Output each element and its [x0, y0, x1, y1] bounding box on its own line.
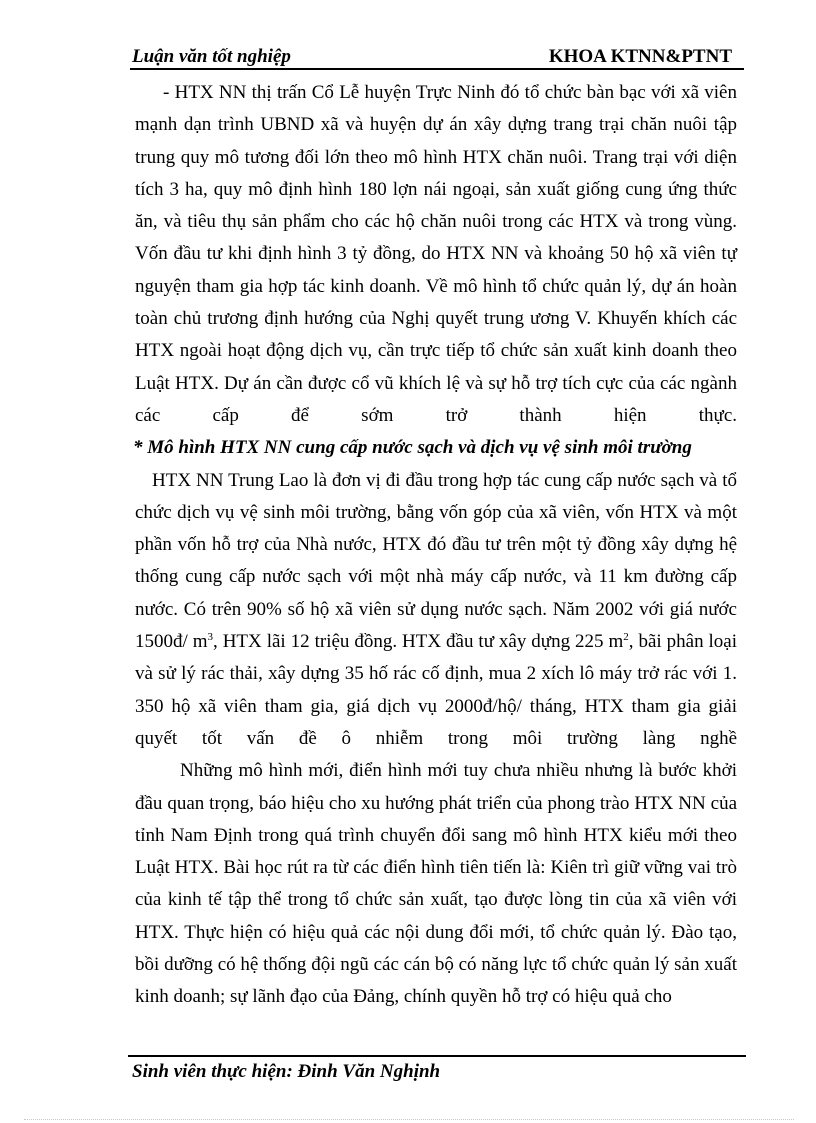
superscript-square: 2 [623, 630, 629, 643]
page-bottom-edge [24, 1119, 794, 1120]
paragraph-new-models: Những mô hình mới, điển hình mới tuy chưa nhiều nhưng là bước khởi đầu quan trọng, báo hiệu cho xu hướng phát triển của phong trào HTX NN của tỉnh Nam Định trong quá trình chuyển đổi sang mô hình HTX kiểu mới theo Luật HTX. Bài học rút ra từ các điển hình tiên tiến là: Kiên trì giữ vững vai trò của kinh tế tập thể trong tổ chức sản xuất, tạo được lòng tin của xã viên với HTX. Thực hiện có hiệu quả các nội dung đổi mới, tổ chức quản lý. Đào tạo, bồi dưỡng có hệ thống đội ngũ các cán bộ có năng lực tổ chức quản lý sản xuất kinh doanh; sự lãnh đạo của Đảng, chính quyền hỗ trợ có hiệu quả cho [135, 760, 737, 1008]
paragraph-trung-lao-part-c: , bãi phân loại và sử lý rác thải, xây dựng 35 hố rác cố định, mua 2 xích lô máy trở rác với 1. 350 hộ xã viên tham gia, giá dịch vụ 2000đ/hộ/ tháng, HTX tham gia giải quyết tốt vấn đề ô nhiễm trong môi trường làng nghề [135, 631, 737, 749]
paragraph-trung-lao-part-a: HTX NN Trung Lao là đơn vị đi đầu trong hợp tác cung cấp nước sạch và tổ chức dịch vụ vệ sinh môi trường, bằng vốn góp của xã viên, vốn HTX và một phần vốn hỗ trợ của Nhà nước, HTX đó đầu tư trên một tỷ đồng xây dựng hệ thống cung cấp nước sạch với một nhà máy cấp nước, và 11 km đường cấp nước. Có trên 90% số hộ xã viên sử dụng nước sạch. Năm 2002 với giá nước 1500đ/ m [135, 469, 737, 653]
document-body [135, 77, 737, 1014]
paragraph-co-le-farm: - HTX NN thị trấn Cổ Lễ huyện Trực Ninh đó tổ chức bàn bạc với xã viên mạnh dạn trình UBND xã và huyện dự án xây dựng trang trại chăn nuôi tập trung quy mô tương đối lớn theo mô hình HTX chăn nuôi. Trang trại với diện tích 3 ha, quy mô định hình 180 lợn nái ngoại, sản xuất giống cung ứng thức ăn, và tiêu thụ sản phẩm cho các hộ chăn nuôi trong các HTX và trong vùng. Vốn đầu tư khi định hình 3 tỷ đồng, do HTX NN và khoảng 50 hộ xã viên tự nguyện tham gia hợp tác kinh doanh. Về mô hình tổ chức quản lý, dự án hoàn toàn chủ trương định hướng của Nghị quyết trung ương V. Khuyến khích các HTX ngoài hoạt động dịch vụ, cần trực tiếp tổ chức sản xuất kinh doanh theo Luật HTX. Dự án cần được cổ vũ khích lệ và sự hỗ trợ tích cực của các ngành các cấp để sớm trở thành hiện thực. [135, 82, 737, 426]
header-thesis-label: Luận văn tốt nghiệp [132, 46, 291, 67]
section-heading-clean-water: * Mô hình HTX NN cung cấp nước sạch và dịch vụ vệ sinh môi trường [133, 437, 692, 459]
header-faculty-label: KHOA KTNN&PTNT [548, 46, 732, 67]
paragraph-trung-lao [135, 465, 737, 756]
page-footer [128, 1055, 746, 1082]
superscript-cubic: 3 [207, 630, 214, 643]
page-header [130, 44, 744, 70]
footer-author: Sinh viên thực hiện: Đinh Văn Nghịnh [132, 1061, 441, 1082]
paragraph-trung-lao-part-b: , HTX lãi 12 triệu đồng. HTX đầu tư xây dựng 225 m [213, 631, 624, 653]
